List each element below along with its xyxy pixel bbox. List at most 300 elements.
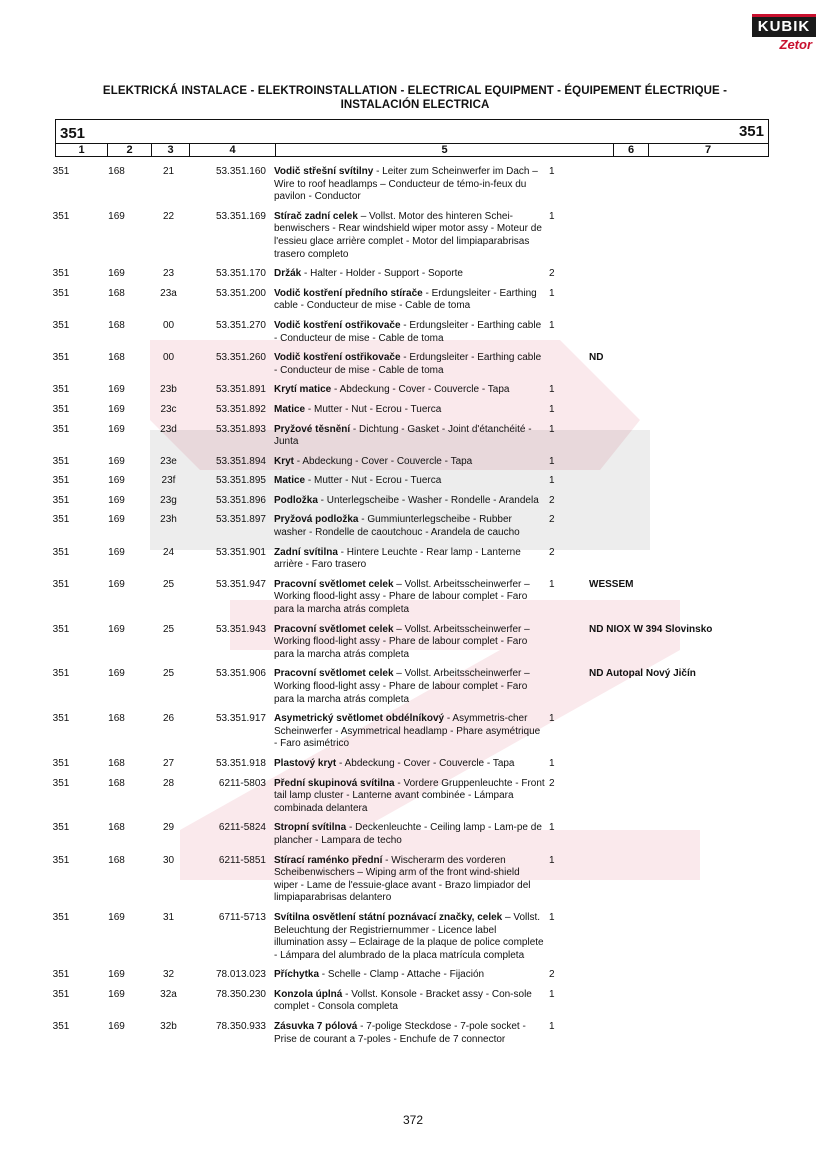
cell-group <box>0 456 88 469</box>
cell-note <box>576 912 726 962</box>
description-name: Podložka <box>274 494 318 506</box>
cell-description <box>266 1021 546 1046</box>
cell-quantity: 1 <box>549 854 555 866</box>
table-row <box>0 912 826 962</box>
cell-note <box>576 989 726 1014</box>
cell-figure: 169 <box>108 423 125 435</box>
cell-group <box>0 969 88 982</box>
cell-description <box>266 989 546 1014</box>
cell-position: 30 <box>162 854 175 866</box>
cell-note <box>576 822 726 847</box>
description-name: Konzola úplná <box>274 988 343 1000</box>
page-number: 372 <box>402 1113 424 1127</box>
cell-description <box>266 912 546 962</box>
cell-position: 25 <box>162 668 175 680</box>
cell-note <box>576 456 726 469</box>
cell-group <box>0 384 88 397</box>
description-translations: - Abdeckung - Cover - Couvercle - Tapa <box>336 757 515 769</box>
cell-position: 00 <box>162 319 175 331</box>
cell-quantity: 1 <box>549 384 555 396</box>
cell-description <box>266 475 546 488</box>
cell-group-value: 351 <box>52 494 70 506</box>
cell-position: 23f <box>161 475 176 487</box>
cell-position: 32b <box>160 1021 177 1033</box>
cell-position: 24 <box>162 546 175 558</box>
description-name: Svítilna osvětlení státní poznávací značky, celek <box>274 911 503 923</box>
cell-figure: 169 <box>108 623 125 635</box>
cell-position: 32 <box>162 969 175 981</box>
table-row <box>0 166 826 204</box>
cell-group <box>0 404 88 417</box>
description-name: Asymetrický světlomet obdélníkový <box>274 713 445 725</box>
cell-quantity: 1 <box>549 1021 555 1033</box>
column-header-1: 1 <box>56 144 108 156</box>
table-row <box>0 514 826 539</box>
table-row <box>0 778 826 816</box>
cell-quantity: 2 <box>549 777 555 789</box>
description-name: Vodič kostření ostřikovače <box>274 352 401 364</box>
cell-group <box>0 668 88 706</box>
description-name: Pracovní světlomet celek <box>274 623 394 635</box>
cell-quantity <box>546 352 576 377</box>
cell-position: 23e <box>160 455 177 467</box>
cell-group-value: 351 <box>52 403 70 415</box>
cell-part-number: 6211-5851 <box>218 854 266 866</box>
cell-group <box>0 855 88 905</box>
cell-group-value: 351 <box>52 352 70 364</box>
cell-figure: 168 <box>108 854 125 866</box>
cell-part-number: 53.351.893 <box>215 423 266 435</box>
cell-group <box>0 778 88 816</box>
cell-note <box>576 713 726 751</box>
cell-group-value: 351 <box>52 623 70 635</box>
cell-part-number: 78.350.933 <box>215 1021 266 1033</box>
cell-note <box>576 778 726 816</box>
cell-description <box>266 288 546 313</box>
cell-figure: 168 <box>108 166 125 177</box>
description-translations: - Halter - Holder - Support - Soporte <box>301 268 463 280</box>
cell-figure: 168 <box>108 352 125 364</box>
cell-group <box>0 713 88 751</box>
cell-quantity: 1 <box>549 287 555 299</box>
column-header-row <box>55 143 769 157</box>
table-row <box>0 855 826 905</box>
description-name: Matice <box>274 475 306 487</box>
cell-figure: 168 <box>108 713 125 725</box>
cell-group-value: 351 <box>52 822 70 834</box>
description-translations: - Gummiunterlegscheibe - Rubber washer - Rondelle de caoutchouc - Arandela de caucho <box>274 514 520 539</box>
column-header-5: 5 <box>276 144 614 156</box>
title-line-2: INSTALACIÓN ELECTRICA <box>340 99 490 111</box>
cell-part-number: 53.351.896 <box>215 494 266 506</box>
cell-part-number: 53.351.901 <box>215 546 266 558</box>
description-name: Stírací raménko přední <box>274 854 383 866</box>
description-translations: - Vordere Gruppenleuchte - Front tail lamp cluster - Lanterne avant combinée - Lámpara combinada delantera <box>274 777 545 814</box>
cell-part-number: 53.351.169 <box>215 210 266 222</box>
cell-part-number: 53.351.897 <box>215 514 266 526</box>
cell-part-number: 53.351.260 <box>215 352 266 364</box>
column-header-3: 3 <box>152 144 190 156</box>
table-row <box>0 624 826 662</box>
cell-description <box>266 352 546 377</box>
cell-quantity: 1 <box>549 911 555 923</box>
cell-figure: 168 <box>108 319 125 331</box>
cell-position: 26 <box>162 713 175 725</box>
cell-figure: 169 <box>108 455 125 467</box>
cell-figure: 169 <box>108 1021 125 1033</box>
cell-description <box>266 514 546 539</box>
cell-group <box>0 514 88 539</box>
page-title <box>60 84 770 112</box>
cell-group-value: 351 <box>52 287 70 299</box>
cell-quantity: 1 <box>549 423 555 435</box>
cell-figure: 169 <box>108 546 125 558</box>
table-row <box>0 579 826 617</box>
description-translations: - Mutter - Nut - Ecrou - Tuerca <box>305 475 442 487</box>
cell-quantity: 1 <box>549 757 555 769</box>
description-translations: - 7-polige Steckdose - 7-pole socket - Prise de courant a 7-poles - Enchufe de 7 connector <box>274 1021 526 1045</box>
cell-note <box>576 495 726 508</box>
cell-group <box>0 424 88 449</box>
cell-figure: 169 <box>108 668 125 680</box>
description-name: Plastový kryt <box>274 757 337 769</box>
table-row <box>0 288 826 313</box>
cell-group-value: 351 <box>52 514 70 526</box>
cell-description <box>266 166 546 204</box>
cell-group <box>0 624 88 662</box>
cell-group <box>0 822 88 847</box>
cell-description <box>266 404 546 417</box>
cell-quantity: 1 <box>549 822 555 834</box>
cell-position: 32a <box>160 988 177 1000</box>
cell-position: 21 <box>162 166 175 177</box>
cell-figure: 169 <box>108 403 125 415</box>
cell-note <box>576 547 726 572</box>
description-name: Držák <box>274 268 302 280</box>
cell-group-value: 351 <box>52 166 70 177</box>
section-header <box>55 119 769 143</box>
column-header-4: 4 <box>190 144 276 156</box>
description-translations: - Deckenleuchte - Ceiling lamp - Lam-pe de plancher - Lampara de techo <box>274 822 542 846</box>
cell-quantity: 1 <box>549 455 555 467</box>
description-name: Vodič střešní svítilny <box>274 166 374 177</box>
cell-quantity: 1 <box>549 475 555 487</box>
cell-description <box>266 668 546 706</box>
cell-figure: 168 <box>108 287 125 299</box>
description-name: Přední skupinová svítilna <box>274 777 395 789</box>
description-name: Pracovní světlomet celek <box>274 668 394 680</box>
cell-quantity: 2 <box>549 546 555 558</box>
cell-group-value: 351 <box>52 988 70 1000</box>
cell-part-number: 53.351.906 <box>215 668 266 680</box>
table-row <box>0 495 826 508</box>
table-row <box>0 384 826 397</box>
cell-description <box>266 579 546 617</box>
description-translations: - Abdeckung - Cover - Couvercle - Tapa <box>294 455 473 467</box>
logo-zetor-text: Zetor <box>779 37 812 52</box>
cell-note <box>576 166 726 204</box>
cell-note <box>576 384 726 397</box>
cell-part-number: 53.351.160 <box>215 166 266 177</box>
cell-group-value: 351 <box>52 423 70 435</box>
cell-part-number: 53.351.270 <box>215 319 266 331</box>
cell-description <box>266 822 546 847</box>
cell-group <box>0 495 88 508</box>
cell-part-number: 53.351.200 <box>215 287 266 299</box>
description-name: Zásuvka 7 pólová <box>274 1021 358 1033</box>
cell-position: 23h <box>160 514 177 526</box>
cell-position: 25 <box>162 578 175 590</box>
cell-part-number: 53.351.918 <box>215 757 266 769</box>
cell-figure: 169 <box>108 384 125 396</box>
cell-group-value: 351 <box>52 668 70 680</box>
cell-part-number: 6211-5803 <box>218 777 266 789</box>
description-name: Zadní svítilna <box>274 546 338 558</box>
table-row <box>0 320 826 345</box>
table-row <box>0 268 826 281</box>
description-name: Vodič kostření předního stírače <box>274 287 423 299</box>
parts-table <box>0 166 826 1053</box>
description-name: Stírač zadní celek <box>274 210 358 222</box>
cell-note <box>576 1021 726 1046</box>
cell-part-number: 78.350.230 <box>215 988 266 1000</box>
cell-group <box>0 320 88 345</box>
cell-quantity: 1 <box>549 578 555 590</box>
cell-position: 23d <box>160 423 177 435</box>
cell-part-number: 53.351.895 <box>215 475 266 487</box>
column-header-2: 2 <box>108 144 152 156</box>
cell-group <box>0 288 88 313</box>
cell-quantity: 1 <box>549 713 555 725</box>
description-name: Matice <box>274 403 306 415</box>
description-translations: - Abdeckung - Cover - Couvercle - Tapa <box>331 384 510 396</box>
description-translations: – Vollst. Arbeitsscheinwerfer – Working flood-light assy - Phare de labour complet - Faro para la marcha atrás completa <box>274 623 530 660</box>
cell-quantity <box>546 624 576 662</box>
table-row <box>0 758 826 771</box>
description-name: Vodič kostření ostřikovače <box>274 319 401 331</box>
cell-group-value: 351 <box>52 268 70 280</box>
description-translations: - Unterlegscheibe - Washer - Rondelle - Arandela <box>317 494 539 506</box>
cell-group-value: 351 <box>52 911 70 923</box>
cell-quantity: 2 <box>549 969 555 981</box>
table-row <box>0 456 826 469</box>
cell-part-number: 53.351.894 <box>215 455 266 467</box>
cell-group <box>0 547 88 572</box>
cell-group <box>0 475 88 488</box>
cell-note: ND <box>589 352 604 364</box>
cell-group-value: 351 <box>52 713 70 725</box>
cell-part-number: 6211-5824 <box>218 822 266 834</box>
cell-description <box>266 969 546 982</box>
description-name: Pryžová podložka <box>274 514 359 526</box>
description-translations: – Vollst. Motor des hinteren Schei-benwischers - Rear windshield wiper motor assy - Moteur de l'essieu glace arrière complet - Motor del limpiaparabrisas trasero completo <box>274 210 542 260</box>
section-number-left: 351 <box>60 125 86 142</box>
table-row <box>0 822 826 847</box>
cell-description <box>266 268 546 281</box>
cell-description <box>266 547 546 572</box>
cell-note: ND NIOX W 394 Slovinsko <box>589 623 713 635</box>
description-name: Pryžové těsnění <box>274 423 351 435</box>
cell-note <box>576 758 726 771</box>
cell-group <box>0 268 88 281</box>
description-translations: - Hintere Leuchte - Rear lamp - Lanterne arrière - Faro trasero <box>274 546 521 571</box>
cell-note <box>576 288 726 313</box>
cell-note <box>576 969 726 982</box>
cell-position: 29 <box>162 822 175 834</box>
table-row <box>0 404 826 417</box>
cell-quantity: 1 <box>549 166 555 177</box>
section-number-right: 351 <box>738 123 764 140</box>
description-translations: - Erdungsleiter - Earthing cable - Conducteur de mise - Cable de toma <box>274 352 542 376</box>
cell-position: 23b <box>160 384 177 396</box>
cell-note <box>576 855 726 905</box>
cell-group-value: 351 <box>52 1021 70 1033</box>
table-row <box>0 969 826 982</box>
cell-group-value: 351 <box>52 969 70 981</box>
cell-group-value: 351 <box>52 210 70 222</box>
cell-group <box>0 579 88 617</box>
cell-group-value: 351 <box>52 578 70 590</box>
table-row <box>0 547 826 572</box>
cell-quantity: 1 <box>549 210 555 222</box>
cell-note <box>576 211 726 261</box>
cell-description <box>266 424 546 449</box>
cell-note: ND Autopal Nový Jičín <box>589 668 696 680</box>
cell-position: 23 <box>162 268 175 280</box>
column-header-7: 7 <box>704 144 712 156</box>
cell-group-value: 351 <box>52 455 70 467</box>
cell-position: 00 <box>162 352 175 364</box>
title-line-1: ELEKTRICKÁ INSTALACE - ELEKTROINSTALLATION - ELECTRICAL EQUIPMENT - ÉQUIPEMENT ÉLECTRIQUE - <box>102 85 728 97</box>
cell-description <box>266 384 546 397</box>
cell-note: WESSEM <box>589 578 634 590</box>
description-translations: - Schelle - Clamp - Attache - Fijación <box>319 969 485 981</box>
cell-description <box>266 320 546 345</box>
cell-position: 31 <box>162 911 175 923</box>
cell-position: 23a <box>160 287 177 299</box>
cell-description <box>266 758 546 771</box>
table-row <box>0 668 826 706</box>
cell-part-number: 53.351.943 <box>215 623 266 635</box>
table-row <box>0 352 826 377</box>
cell-group <box>0 211 88 261</box>
cell-quantity <box>546 668 576 706</box>
cell-part-number: 53.351.891 <box>215 384 266 396</box>
table-row <box>0 713 826 751</box>
cell-figure: 169 <box>108 578 125 590</box>
cell-note <box>576 514 726 539</box>
description-translations: – Vollst. Arbeitsscheinwerfer – Working flood-light assy - Phare de labour complet - Faro para la marcha atrás completa <box>274 578 530 616</box>
cell-group-value: 351 <box>52 319 70 331</box>
description-translations: - Vollst. Konsole - Bracket assy - Con-sole complet - Consola completa <box>274 988 532 1013</box>
cell-group-value: 351 <box>52 546 70 558</box>
cell-part-number: 6711-5713 <box>218 911 266 923</box>
description-translations: - Mutter - Nut - Ecrou - Tuerca <box>305 403 442 415</box>
cell-part-number: 53.351.947 <box>215 578 266 590</box>
cell-quantity: 2 <box>549 494 555 506</box>
cell-position: 28 <box>162 777 175 789</box>
description-name: Stropní svítilna <box>274 822 347 834</box>
description-translations: - Wischerarm des vorderen Scheibenwischers – Wiping arm of the front wind-shield wiper - Lame de l'essuie-glace avant - Brazo limpiador del limpiaparabrisas delantero <box>274 854 531 904</box>
cell-figure: 169 <box>108 268 125 280</box>
logo-kubik-text: KUBIK <box>752 14 816 37</box>
cell-position: 27 <box>162 757 175 769</box>
cell-note <box>576 268 726 281</box>
cell-figure: 169 <box>108 210 125 222</box>
cell-description <box>266 456 546 469</box>
cell-figure: 169 <box>108 475 125 487</box>
cell-group-value: 351 <box>52 475 70 487</box>
description-name: Krytí matice <box>274 384 332 396</box>
description-name: Pracovní světlomet celek <box>274 578 394 590</box>
cell-note <box>576 320 726 345</box>
cell-position: 25 <box>162 623 175 635</box>
cell-group-value: 351 <box>52 854 70 866</box>
description-translations: – Vollst. Arbeitsscheinwerfer – Working flood-light assy - Phare de labour complet - Faro para la marcha atrás completa <box>274 668 530 705</box>
cell-group <box>0 758 88 771</box>
cell-note <box>576 424 726 449</box>
cell-note <box>576 475 726 488</box>
cell-description <box>266 778 546 816</box>
cell-description <box>266 855 546 905</box>
kubik-zetor-logo <box>752 14 816 54</box>
cell-description <box>266 211 546 261</box>
table-row <box>0 211 826 261</box>
cell-figure: 169 <box>108 514 125 526</box>
cell-group-value: 351 <box>52 384 70 396</box>
cell-group <box>0 352 88 377</box>
cell-figure: 169 <box>108 911 125 923</box>
cell-position: 23c <box>160 403 177 415</box>
description-translations: - Erdungsleiter - Earthing cable - Conducteur de mise - Cable de toma <box>274 287 537 312</box>
description-name: Příchytka <box>274 969 320 981</box>
cell-figure: 168 <box>108 777 125 789</box>
cell-quantity: 2 <box>549 514 555 526</box>
cell-group <box>0 912 88 962</box>
cell-description <box>266 713 546 751</box>
cell-part-number: 53.351.892 <box>215 403 266 415</box>
cell-quantity: 1 <box>549 988 555 1000</box>
description-translations: - Asymmetris-cher Scheinwerfer - Asymmetrical headlamp - Phare asymétrique - Faro asimétrico <box>274 713 541 750</box>
table-row <box>0 1021 826 1046</box>
cell-figure: 168 <box>108 822 125 834</box>
table-row <box>0 475 826 488</box>
cell-figure: 169 <box>108 969 125 981</box>
description-name: Kryt <box>274 455 295 467</box>
cell-position: 22 <box>162 210 175 222</box>
table-row <box>0 989 826 1014</box>
cell-figure: 169 <box>108 988 125 1000</box>
table-row <box>0 424 826 449</box>
cell-description <box>266 495 546 508</box>
description-translations: - Leiter zum Scheinwerfer im Dach – Wire to roof headlamps – Conducteur de témo-in-feux du pavilon - Conductor <box>274 166 538 203</box>
description-translations: - Erdungsleiter - Earthing cable - Conducteur de mise - Cable de toma <box>274 319 542 344</box>
cell-part-number: 53.351.917 <box>215 713 266 725</box>
cell-group <box>0 166 88 204</box>
description-translations: – Vollst. Beleuchtung der Registriernummer - Licence label illumination assy – Eclairage de la plaque de police complete - Lámpara del alumbrado de la placa matrícula completa <box>274 911 544 961</box>
cell-quantity: 1 <box>549 403 555 415</box>
description-translations: - Dichtung - Gasket - Joint d'étanchéité - Junta <box>274 423 532 448</box>
cell-part-number: 53.351.170 <box>215 268 266 280</box>
cell-figure: 168 <box>108 757 125 769</box>
cell-group <box>0 989 88 1014</box>
cell-quantity: 1 <box>549 319 555 331</box>
cell-group-value: 351 <box>52 777 70 789</box>
cell-group-value: 351 <box>52 757 70 769</box>
cell-part-number: 78.013.023 <box>215 969 266 981</box>
cell-quantity: 2 <box>549 268 555 280</box>
cell-description <box>266 624 546 662</box>
